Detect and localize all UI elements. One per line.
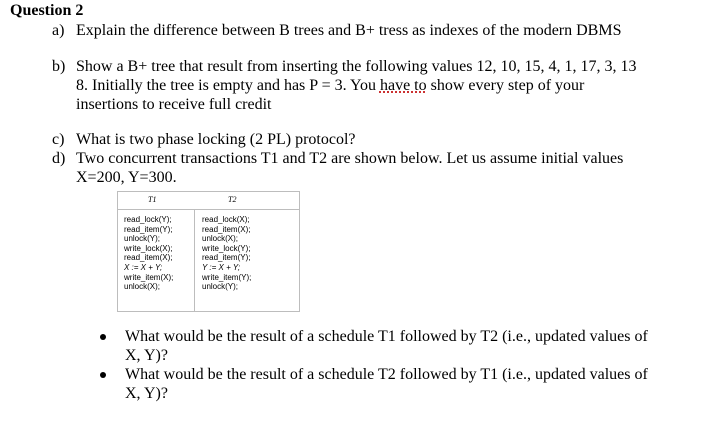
t2-step: write_lock(Y); (202, 243, 251, 253)
question-heading: Question 2 (10, 2, 84, 19)
t1-step: write_item(X); (124, 272, 174, 282)
bullet-line-2: X, Y)? (125, 385, 168, 402)
bullet-icon (100, 372, 106, 378)
t2-step: unlock(X); (202, 234, 239, 244)
bullet-item (100, 365, 700, 405)
t2-step: read_item(X); (202, 224, 251, 234)
t2-step: unlock(Y); (202, 282, 239, 292)
t1-step: read_lock(Y); (124, 215, 172, 224)
question-c-text: What is two phase locking (2 PL) protocol? (76, 131, 356, 148)
column-divider (194, 209, 195, 311)
question-b-line-2 (76, 76, 584, 95)
question-d-line-1: Two concurrent transactions T1 and T2 are shown below. Let us assume initial values (76, 150, 624, 167)
header-t2: T2 (228, 195, 237, 204)
bullet-line-1: What would be the result of a schedule T1 followed by T2 (i.e., updated values of (125, 328, 648, 345)
question-c-label: c) (52, 131, 65, 148)
t2-step: read_item(Y); (202, 253, 251, 263)
header-t1: T1 (148, 195, 157, 204)
question-d-line-2: X=200, Y=300. (76, 169, 177, 186)
question-a-label: a) (52, 22, 65, 39)
question-b-line-3: insertions to receive full credit (76, 96, 272, 113)
question-a-text: Explain the difference between B trees and B+ tress as indexes of the modern DBMS (76, 22, 622, 39)
transactions-table (117, 191, 300, 312)
t2-step: Y := X + Y; (202, 262, 241, 272)
question-b-line-2-end: show every step of your (426, 77, 585, 94)
bullet-icon (100, 334, 106, 340)
question-d (52, 149, 702, 189)
t1-step: read_item(X); (124, 253, 173, 263)
question-b-line-1: Show a B+ tree that result from inserting the following values 12, 10, 15, 4, 1, 17, 3, 13 (76, 58, 637, 75)
t2-step: read_lock(X); (202, 215, 250, 224)
t1-step: write_lock(X); (124, 243, 173, 253)
bullet-line-2: X, Y)? (125, 347, 168, 364)
t2-step: write_item(Y); (202, 272, 252, 282)
question-b (52, 57, 702, 117)
question-c (52, 130, 702, 150)
t1-step: unlock(Y); (124, 234, 161, 244)
question-d-label: d) (52, 150, 66, 167)
t1-step: unlock(X); (124, 282, 161, 292)
bullet-line-1: What would be the result of a schedule T2 followed by T1 (i.e., updated values of (125, 366, 648, 383)
question-b-label: b) (52, 58, 66, 75)
spellcheck-marked-text: have to (379, 77, 427, 94)
transactions-table-header (118, 192, 299, 210)
question-b-line-2-start: 8. Initially the tree is empty and has P = 3. You (76, 77, 380, 94)
transaction-t2-steps (202, 215, 251, 292)
t1-step: read_item(Y); (124, 224, 173, 234)
question-a (52, 21, 702, 41)
transaction-t1-steps (124, 215, 173, 292)
bullet-item (100, 327, 700, 367)
t1-step: X := X + Y; (124, 262, 163, 272)
